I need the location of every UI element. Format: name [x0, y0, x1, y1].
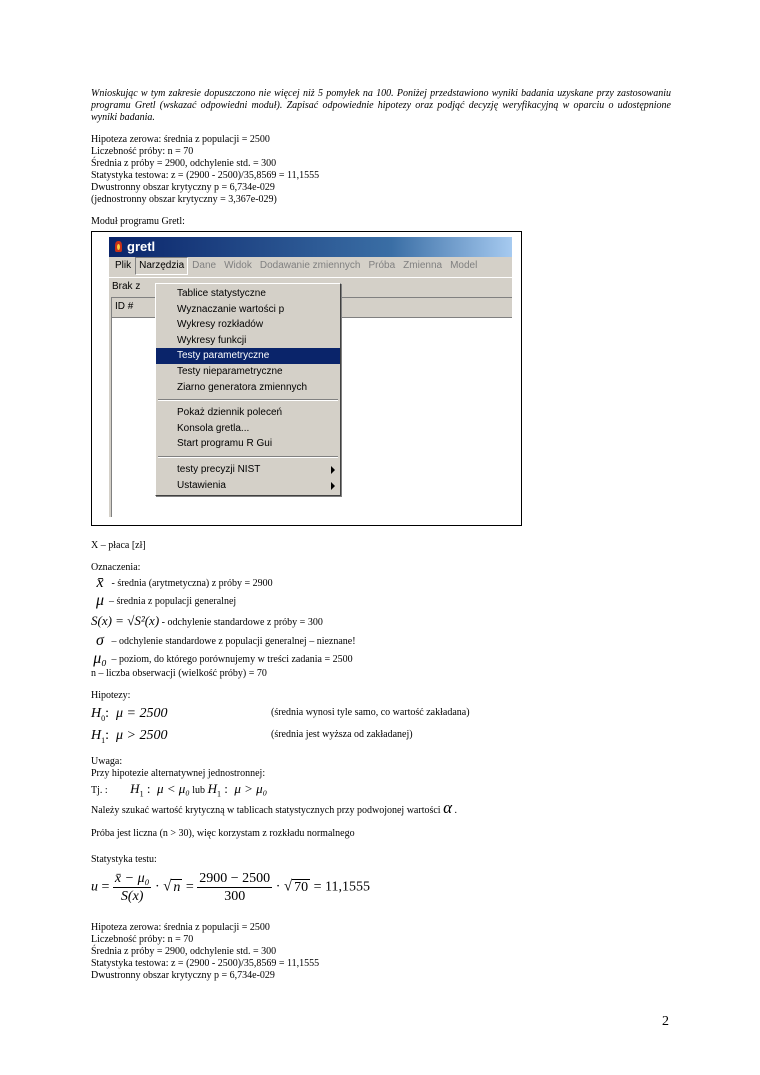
- symbol-sx: S(x) = √S²(x): [91, 613, 160, 628]
- hypothesis-h0: [91, 702, 671, 724]
- result-line: Liczebność próby: n = 70: [91, 146, 194, 157]
- symbol-mu: μ: [95, 592, 105, 609]
- notation-mean: [91, 574, 671, 592]
- hypothesis-symbol: H: [91, 706, 102, 721]
- critical-note-row: Należy szukać wartość krytyczną w tablicach statystycznych przy podwojonej wartości α .: [91, 798, 458, 817]
- hypothesis-equation: $H_0$: μ = 2500: [91, 706, 168, 723]
- hypothesis-index: 0: [101, 713, 106, 723]
- symbol-sigma: σ: [96, 632, 104, 649]
- submenu-arrow-icon: [331, 482, 335, 490]
- result-line: (jednostronny obszar krytyczny = 3,367e-029): [91, 194, 277, 205]
- notation-sigma: [91, 632, 671, 650]
- notation-title: Oznaczenia:: [91, 562, 141, 573]
- symbol-xbar: x̄: [96, 574, 104, 591]
- formula-sqrt-n: n: [173, 879, 181, 895]
- fraction-denominator: S(x): [120, 889, 144, 904]
- formula-u: u: [91, 879, 98, 895]
- notation-text: - odchylenie standardowe z próby = 300: [159, 617, 323, 628]
- tj-h1a: μ < μ₀: [156, 781, 190, 796]
- notation-mu0: [91, 650, 671, 668]
- gretl-window: [109, 237, 512, 517]
- test-statistic-formula: u = $\frac{\text{x̄ − μ₀}}{S(x)}$ · √ n = $\frac{2900 - 2500}{300}$ · √ 70 = 11,1555: [91, 871, 370, 904]
- formula-result: 11,1555: [325, 879, 370, 895]
- menu-model[interactable]: Model: [450, 260, 478, 271]
- tj-row: [91, 780, 671, 798]
- submenu-arrow-icon: [331, 466, 335, 474]
- menu-dodawanie-zmiennych[interactable]: Dodawanie zmiennych: [259, 260, 361, 271]
- gretl-titlebar: [109, 237, 512, 257]
- result-line: Dwustronny obszar krytyczny p = 6,734e-029: [91, 182, 275, 193]
- status-text: Brak z: [112, 281, 141, 292]
- result-line: Dwustronny obszar krytyczny p = 6,734e-029: [91, 970, 275, 981]
- menu-dane[interactable]: Dane: [192, 260, 217, 271]
- menu-widok[interactable]: Widok: [224, 260, 252, 271]
- menu-item-wykresy-rozkladow[interactable]: Wykresy rozkładów: [177, 319, 264, 331]
- narzedzia-dropdown: [155, 283, 341, 496]
- notation-text: – średnia z populacji generalnej: [109, 596, 237, 607]
- notation-text: – poziom, do którego porównujemy w treści zadania = 2500: [109, 654, 353, 665]
- tj-h1b: μ > μ₀: [234, 781, 268, 796]
- result-line: Średnia z próby = 2900, odchylenie std. = 300: [91, 158, 277, 169]
- menu-item-nist-label: testy precyzji NIST: [177, 463, 261, 475]
- fraction-numerator: x̄ − μ₀: [114, 871, 150, 886]
- gretl-app-icon: [113, 240, 124, 253]
- tj-label: Tj. :: [91, 785, 108, 796]
- result-line: Liczebność próby: n = 70: [91, 934, 194, 945]
- menu-item-tablice[interactable]: Tablice statystyczne: [177, 288, 266, 299]
- hypothesis-eq: μ > 2500: [116, 728, 168, 743]
- sample-note: Próba jest liczna (n > 30), więc korzystam z rozkładu normalnego: [91, 828, 355, 839]
- symbol-mu0: μ₀: [93, 650, 107, 667]
- menu-item-ziarno[interactable]: Ziarno generatora zmiennych: [177, 381, 308, 393]
- tj-h1-second: $H_1$ :: [207, 781, 235, 799]
- fraction-denominator: 300: [224, 889, 246, 904]
- results-block-repeat: [91, 922, 671, 982]
- formula-sqrt-70: 70: [294, 879, 309, 895]
- menu-item-dziennik[interactable]: Pokaż dziennik poleceń: [177, 407, 283, 419]
- document-page: [91, 88, 671, 982]
- notation-sx: [91, 610, 671, 632]
- menu-plik[interactable]: Plik: [115, 260, 132, 271]
- menu-narzedzia[interactable]: Narzędzia: [135, 257, 188, 275]
- hypotheses-title: Hipotezy:: [91, 690, 131, 701]
- hypothesis-note: (średnia wynosi tyle samo, co wartość zakładana): [271, 707, 470, 718]
- symbol-alpha: α: [443, 798, 453, 817]
- hypothesis-note: (średnia jest wyższa od zakładanej): [271, 729, 413, 740]
- result-line: Statystyka testowa: z = (2900 - 2500)/35,8569 = 11,1555: [91, 170, 320, 181]
- results-block: [91, 134, 671, 206]
- menu-item-konsola[interactable]: Konsola gretla...: [177, 422, 250, 434]
- module-label: Moduł programu Gretl:: [91, 216, 185, 227]
- menu-item-wykresy-funkcji[interactable]: Wykresy funkcji: [177, 334, 247, 346]
- result-line: Hipoteza zerowa: średnia z populacji = 2500: [91, 134, 270, 145]
- column-id[interactable]: ID #: [115, 301, 134, 312]
- notation-text: – odchylenie standardowe z populacji generalnej – nieznane!: [109, 636, 356, 647]
- tj-or: lub: [192, 785, 206, 796]
- task-intro: Wnioskując w tym zakresie dopuszczono nie więcej niż 5 pomyłek na 100. Poniżej przedstawiono wyniki badania uzyskane przy zastosowaniu programu Gretl (wskazać odpowiedni moduł). Zapisać odpowiednie hipotezy oraz podjąć decyzję weryfikacyjną w oparciu o udostępnione wyniki badania.: [91, 88, 671, 123]
- menu-item-wartosci-p[interactable]: Wyznaczanie wartości p: [177, 303, 285, 315]
- fraction-numerator: 2900 − 2500: [199, 871, 271, 886]
- tj-h1: $H_1$ :: [130, 781, 157, 799]
- remark-title: Uwaga:: [91, 756, 123, 767]
- stat-title: Statystyka testu:: [91, 854, 157, 865]
- variable-label: X – płaca [zł]: [91, 540, 146, 551]
- gretl-menubar: [109, 257, 512, 278]
- menu-proba[interactable]: Próba: [368, 260, 396, 271]
- remark-line: Przy hipotezie alternatywnej jednostronnej:: [91, 768, 266, 779]
- menu-item-r-gui[interactable]: Start programu R Gui: [177, 438, 273, 450]
- hypothesis-equation: $H_1$: μ > 2500: [91, 728, 168, 745]
- hypothesis-symbol: H: [91, 728, 102, 743]
- menu-zmienna[interactable]: Zmienna: [403, 260, 443, 271]
- formula-fraction-2: [197, 870, 272, 905]
- menu-separator: [158, 399, 338, 401]
- result-line: Statystyka testowa: z = (2900 - 2500)/35,8569 = 11,1555: [91, 958, 320, 969]
- notation-text: - średnia (arytmetyczna) z próby = 2900: [109, 578, 273, 589]
- hypothesis-h1: [91, 724, 671, 746]
- menu-item-ustawienia[interactable]: [156, 478, 340, 494]
- result-line: Hipoteza zerowa: średnia z populacji = 2500: [91, 922, 270, 933]
- gretl-screenshot: [91, 231, 522, 526]
- hypothesis-index: 1: [101, 735, 106, 745]
- menu-item-testy-nieparametryczne[interactable]: Testy nieparametryczne: [177, 365, 283, 377]
- result-line: Średnia z próby = 2900, odchylenie std. = 300: [91, 946, 277, 957]
- hypothesis-eq: μ = 2500: [116, 706, 168, 721]
- gretl-title: gretl: [127, 239, 156, 254]
- n-definition: n – liczba obserwacji (wielkość próby) = 70: [91, 668, 267, 679]
- formula-fraction-1: [113, 870, 152, 905]
- menu-item-testy-parametryczne[interactable]: Testy parametryczne: [156, 348, 340, 364]
- notation-mu: [91, 592, 671, 610]
- menu-item-ustawienia-label: Ustawienia: [177, 479, 226, 491]
- menu-item-nist[interactable]: [156, 462, 340, 478]
- page-number: 2: [662, 1014, 669, 1029]
- menu-separator: [158, 456, 338, 458]
- critical-note: Należy szukać wartość krytyczną w tablicach statystycznych przy podwojonej wartości: [91, 805, 441, 816]
